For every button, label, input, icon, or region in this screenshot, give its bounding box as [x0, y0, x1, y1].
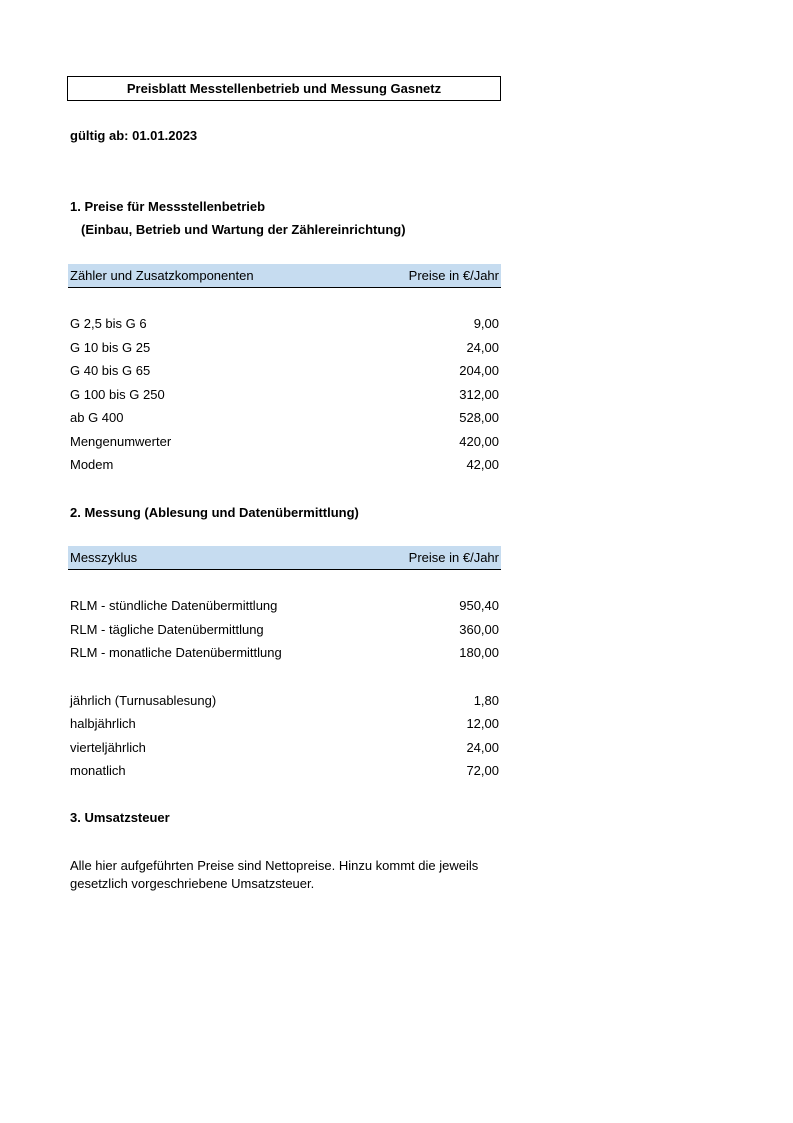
row-label: G 2,5 bis G 6 [70, 316, 147, 331]
table-row [70, 645, 499, 663]
column-header-price: Preise in €/Jahr [408, 268, 499, 283]
column-header-price: Preise in €/Jahr [408, 550, 499, 565]
row-label: Mengenumwerter [70, 434, 172, 449]
row-label: G 100 bis G 250 [70, 387, 165, 402]
row-price: 42,00 [466, 457, 499, 472]
table-row [70, 740, 499, 758]
tax-note-line2: gesetzlich vorgeschriebene Umsatzsteuer. [70, 876, 315, 891]
row-price: 1,80 [473, 693, 499, 708]
section2-table-header [68, 546, 501, 570]
table-row [70, 622, 499, 640]
table-row [70, 387, 499, 405]
row-label: Modem [70, 457, 114, 472]
row-price: 312,00 [459, 387, 499, 402]
row-label: jährlich (Turnusablesung) [70, 693, 217, 708]
row-price: 204,00 [459, 363, 499, 378]
row-price: 24,00 [466, 740, 499, 755]
row-price: 528,00 [459, 410, 499, 425]
table-row [70, 363, 499, 381]
row-price: 420,00 [459, 434, 499, 449]
section1-subheading: (Einbau, Betrieb und Wartung der Zählereinrichtung) [81, 222, 406, 237]
row-price: 180,00 [459, 645, 499, 660]
section2-heading: 2. Messung (Ablesung und Datenübermittlung) [70, 505, 359, 520]
section3-heading: 3. Umsatzsteuer [70, 810, 170, 825]
column-header-cycle: Messzyklus [70, 550, 138, 565]
valid-from: gültig ab: 01.01.2023 [70, 128, 198, 143]
row-label: vierteljährlich [70, 740, 146, 755]
row-price: 950,40 [459, 598, 499, 613]
table-row [70, 457, 499, 475]
table-row [70, 340, 499, 358]
section1-heading: 1. Preise für Messstellenbetrieb [70, 199, 266, 214]
table-row [70, 434, 499, 452]
row-label: G 10 bis G 25 [70, 340, 151, 355]
row-label: halbjährlich [70, 716, 136, 731]
row-label: ab G 400 [70, 410, 124, 425]
table-row [70, 316, 499, 334]
table-row [70, 410, 499, 428]
section1-table-header [68, 264, 501, 288]
table-row [70, 598, 499, 616]
row-label: G 40 bis G 65 [70, 363, 151, 378]
row-price: 360,00 [459, 622, 499, 637]
row-price: 12,00 [466, 716, 499, 731]
row-label: RLM - tägliche Datenübermittlung [70, 622, 264, 637]
row-price: 24,00 [466, 340, 499, 355]
row-price: 72,00 [466, 763, 499, 778]
table-row [70, 693, 499, 711]
table-row [70, 716, 499, 734]
row-price: 9,00 [473, 316, 499, 331]
page-title: Preisblatt Messtellenbetrieb und Messung Gasnetz [67, 76, 501, 101]
table-row [70, 763, 499, 781]
tax-note-line1: Alle hier aufgeführten Preise sind Nettopreise. Hinzu kommt die jeweils [70, 858, 479, 873]
row-label: RLM - monatliche Datenübermittlung [70, 645, 282, 660]
row-label: monatlich [70, 763, 126, 778]
row-label: RLM - stündliche Datenübermittlung [70, 598, 278, 613]
column-header-components: Zähler und Zusatzkomponenten [70, 268, 254, 283]
